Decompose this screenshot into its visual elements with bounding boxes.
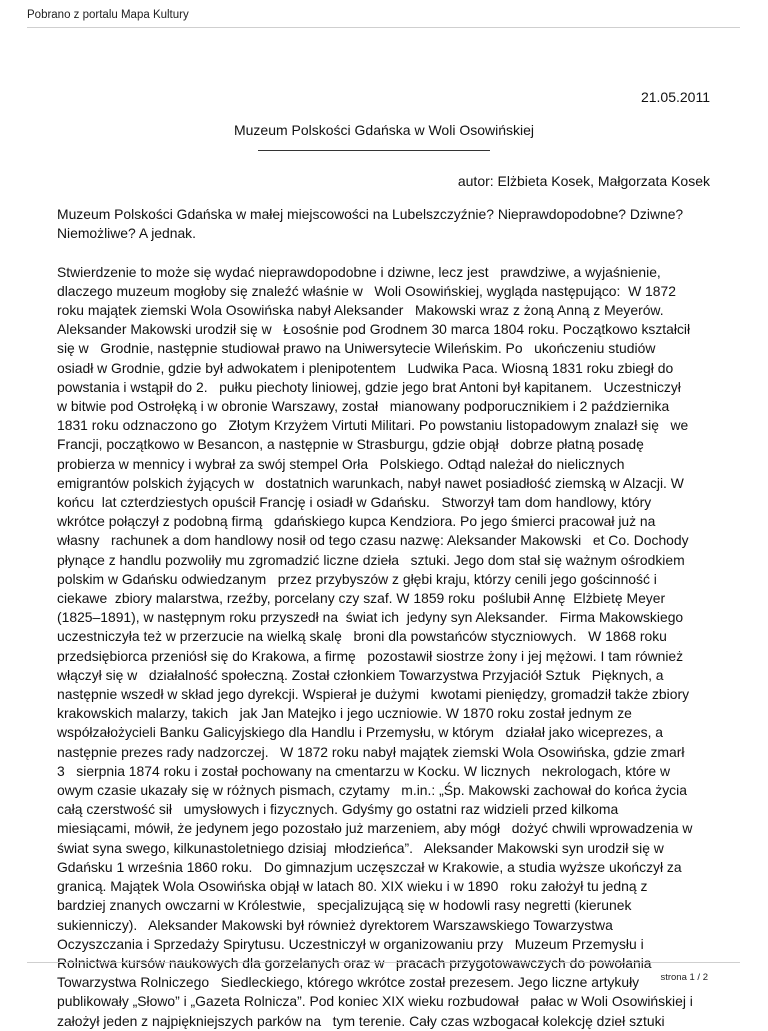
text-line: Muzeum Polskości Gdańska w małej miejscowości na Lubelszczyźnie? Nieprawdopodobne? Dziwne? (57, 206, 684, 222)
document-date: 21.05.2011 (640, 89, 710, 105)
text-line: płynące z handlu pozwoliły mu zgromadzić liczne dzieła sztuki. Jego dom stał się ważnym ośrodkiem (57, 551, 685, 568)
text-line: probierza w mennicy i wybrał za swój stempel Orła Polskiego. Odtąd należał do nielicznych (57, 455, 625, 472)
document-title: Muzeum Polskości Gdańska w Woli Osowińskiej (233, 122, 535, 138)
text-line: uczestniczyła też w przerzucie na wielką skalę broni dla powstańców styczniowych. W 1868 roku (57, 628, 667, 645)
text-line: własny rachunek a dom handlowy nosił od tego czasu nazwę: Aleksander Makowski et Co. Dochody (57, 532, 689, 549)
article-body (57, 205, 721, 1031)
header-source: Pobrano z portalu Mapa Kultury (27, 9, 189, 21)
intro-paragraph (57, 205, 721, 243)
document-authors: autor: Elżbieta Kosek, Małgorzata Kosek (457, 173, 710, 189)
text-line: Aleksander Makowski urodził się w Łosośnie pod Grodnem 30 marca 1804 roku. Początkowo kształcił (57, 321, 691, 338)
title-underline (258, 150, 490, 151)
text-line: 1831 roku odznaczono go Złotym Krzyżem Virtuti Militari. Po powstaniu listopadowym znalazł się we (57, 417, 689, 434)
text-line: polskim w Gdańsku odwiedzanym przez przybyszów z głębi kraju, którzy cenili jego gościnność i (57, 570, 657, 587)
text-line: świat syna swego, kilkunastoletniego dzisiaj młodzieńca”. Aleksander Makowski syn urodził się w (57, 839, 664, 856)
text-line: końcu lat czterdziestych opuścił Francję i osiadł w Gdańsku. Stworzył tam dom handlowy, który (57, 494, 652, 511)
text-line: roku majątek ziemski Wola Osowińska nabył Aleksander Makowski wraz z żoną Anną z Meyerów. (57, 302, 664, 318)
main-paragraph (57, 263, 721, 1031)
page-number: strona 1 / 2 (660, 972, 708, 983)
text-line: Towarzystwa Rolniczego Siedleckiego, którego wkrótce został prezesem. Jego liczne artykuły (57, 974, 640, 991)
text-line: wkrótce połączył z podobną firmą gdańskiego kupca Kendziora. Po jego śmierci pracował już na (57, 513, 656, 530)
text-line: przedsiębiorca przeniósł się do Krakowa, a firmę pozostawił siostrze żony i jej mężowi. I tam również (57, 647, 684, 664)
text-line: się w Grodnie, następnie studiował prawo na Uniwersytecie Wileńskim. Po ukończeniu studiów (57, 340, 656, 357)
text-line: osiadł w Grodnie, gdzie był adwokatem i plenipotentem Ludwika Paca. Wiosną 1831 roku zbiegł do (57, 359, 674, 376)
text-line: ciekawe zbiory malarstwa, rzeźby, porcelany czy szaf. W 1859 roku poślubił Annę Elżbietę Meyer (57, 590, 666, 607)
text-line: następnie wszedł w skład jego dyrekcji. Wspierał je dużymi kwotami pieniędzy, gromadził także zbiory (57, 686, 690, 703)
header-divider (27, 27, 740, 28)
text-line: (1825–1891), w następnym roku przyszedł na świat ich jedyny syn Aleksander. Firma Makowskiego (57, 609, 684, 626)
text-line: 3 sierpnia 1874 roku i został pochowany na cmentarzu w Kocku. W licznych nekrologach, które w (57, 762, 671, 779)
text-line: powstania i wstąpił do 2. pułku piechoty liniowej, gdzie jego brat Antoni był kapitanem. Uczestniczył (57, 378, 681, 395)
text-line: następnie prezes rady nadzorczej. W 1872 roku nabył majątek ziemski Wola Osowińska, gdzie zmarł (57, 743, 685, 760)
text-line: Rolnictwa kursów naukowych dla gorzelanych oraz w pracach przygotowawczych do powołania (57, 954, 652, 971)
text-line: bardziej znanych owczarni w Królestwie, specjalizującą się w hodowli rasy negretti (kierunek (57, 897, 632, 914)
text-line: współzałożycieli Banku Galicyjskiego dla Handlu i Przemysłu, w którym działał jako wiceprezes, a (57, 724, 664, 741)
text-line: publikowały „Słowo” i „Gazeta Rolnicza”. Pod koniec XIX wieku rozbudował pałac w Woli Osowińskiej i (57, 993, 693, 1010)
text-line: krakowskich malarzy, takich jak Jan Matejko i jego uczniowie. W 1870 roku został jednym ze (57, 705, 632, 722)
text-line: w bitwie pod Ostrołęką i w obronie Warszawy, został mianowany podporucznikiem i 2 października (57, 398, 670, 415)
text-line: całą czerstwość sił umysłowych i fizycznych. Gdyśmy go ostatni raz widzieli przed kilkoma (57, 801, 619, 818)
text-line: Francji, początkowo w Besancon, a następnie w Strasburgu, gdzie objął dobrze płatną posadę (57, 436, 644, 453)
text-line: Oczyszczania i Sprzedaży Spirytusu. Uczestniczył w organizowaniu przy Muzeum Przemysłu i (57, 935, 644, 952)
text-line: założył jeden z najpiękniejszych parków na tym terenie. Cały czas wzbogacał kolekcję dzieł sztuki (57, 1012, 665, 1029)
text-line: owym czasie ukazały się w różnych pismach, czytamy m.in.: „Śp. Makowski zachował do końca życia (57, 782, 687, 799)
footer-divider (27, 962, 740, 963)
text-line: sukienniczy). Aleksander Makowski był również dyrektorem Warszawskiego Towarzystwa (57, 916, 613, 933)
text-line: włączył się w działalność społeczną. Został członkiem Towarzystwa Przyjaciół Sztuk Pięknych, a (57, 666, 664, 683)
text-line: Niemożliwe? A jednak. (57, 225, 196, 242)
text-line: Gdańsku 1 września 1860 roku. Do gimnazjum uczęszczał w Krakowie, a studia wyższe ukończył za (57, 858, 682, 875)
text-line: dlaczego muzeum mogłoby się znaleźć właśnie w Woli Osowińskiej, wygląda następująco: W 1872 (57, 282, 676, 299)
text-line: granicą. Majątek Wola Osowińska objął w latach 80. XIX wieku i w 1890 roku założył tu jedną z (57, 878, 648, 895)
text-line: Stwierdzenie to może się wydać nieprawdopodobne i dziwne, lecz jest prawdziwe, a wyjaśnienie, (57, 263, 661, 280)
text-line: emigrantów polskich żyjących w dostatnich warunkach, nabył nawet posiadłość ziemską w Alzacji. W (57, 474, 684, 491)
text-line: miesiącami, mówił, że jedynem jego pozostało już marzeniem, aby mógł dożyć chwili wprowadzenia w (57, 820, 693, 837)
